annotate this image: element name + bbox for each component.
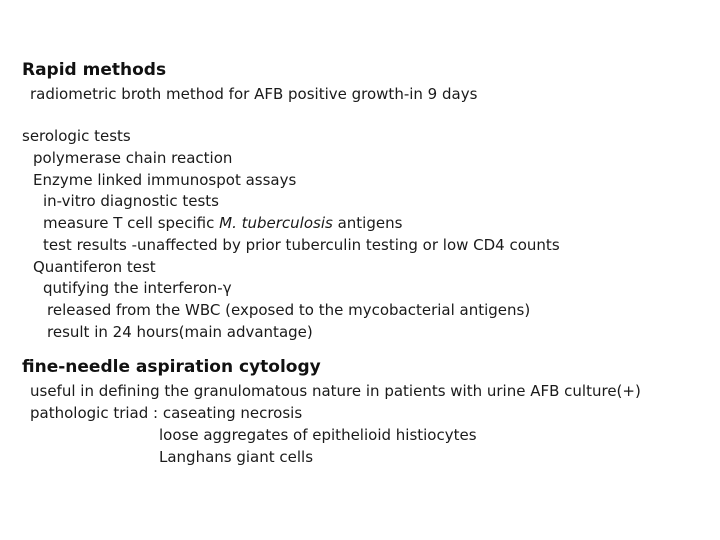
measure-suffix: antigens — [332, 214, 403, 232]
triad-item-3: Langhans giant cells — [159, 448, 314, 466]
results-line: test results -unaffected by prior tuberculin testing or low CD4 counts — [43, 236, 560, 254]
pcr-line: polymerase chain reaction — [33, 149, 233, 167]
elispot-line: Enzyme linked immunospot assays — [33, 171, 297, 189]
measure-prefix: measure T cell specific — [43, 214, 220, 232]
quantiferon-line: Quantiferon test — [33, 258, 156, 276]
measure-line — [43, 213, 402, 233]
qutifying-line: qutifying the interferon-γ — [43, 279, 232, 297]
fna-heading: fine-needle aspiration cytology — [22, 357, 321, 377]
triad-item-2: loose aggregates of epithelioid histiocytes — [159, 426, 477, 444]
triad-label-line: pathologic triad : caseating necrosis — [30, 404, 303, 422]
released-line: released from the WBC (exposed to the mycobacterial antigens) — [47, 301, 531, 319]
result24-line: result in 24 hours(main advantage) — [47, 323, 313, 341]
serologic-heading: serologic tests — [22, 127, 131, 145]
useful-line: useful in defining the granulomatous nature in patients with urine AFB culture(+) — [30, 382, 641, 400]
invitro-line: in-vitro diagnostic tests — [43, 192, 219, 210]
radiometric-line: radiometric broth method for AFB positive growth-in 9 days — [30, 85, 478, 103]
measure-organism: M. tuberculosis — [219, 214, 333, 232]
rapid-methods-heading: Rapid methods — [22, 60, 167, 80]
